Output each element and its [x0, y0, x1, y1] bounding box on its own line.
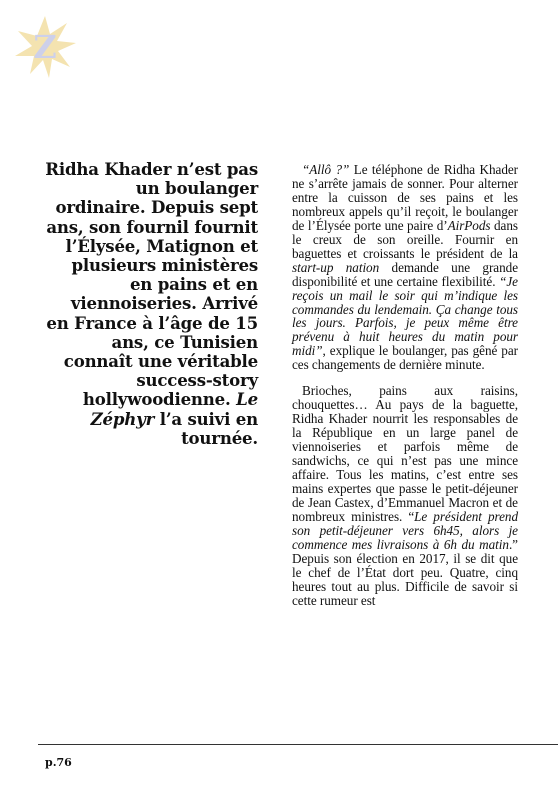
p2-text-1: Brioches, pains aux raisins, chouquettes… Au pays de la baguette, Ridha Khader nourrit les responsables de la République en un large panel de viennoiseries et parfois même de sandwichs, ce qui n’est pas une mince affaire. Tous les matins, c’est entre ses mains expertes que passe le petit-déjeuner de Jean Castex, d’Emmanuel Macron et de nombreux ministres. “	[292, 383, 518, 524]
quote-allo: “Allô ?”	[302, 162, 350, 177]
paragraph-2	[292, 384, 518, 607]
footer-rule	[38, 744, 558, 745]
article-body	[292, 163, 518, 608]
p1-text-3: demande une grande disponibilité et une certaine flexibilité.	[292, 259, 519, 289]
magazine-name: Le Zéphyr	[90, 389, 258, 429]
zephyr-star-logo-icon	[12, 14, 78, 80]
p1-text-1: Le téléphone de Ridha Khader ne s’arrête jamais de sonner. Pour alterner entre la cuisson de ses pains et les nombreux appels qu’il reçoit, le boulanger de l’Élysée porte une paire d’	[292, 162, 519, 233]
magazine-logo	[12, 14, 78, 80]
p1-emph-airpods: AirPods	[447, 217, 491, 233]
page-number: p.76	[45, 756, 72, 769]
p1-emph-startup: start-up nation	[292, 259, 380, 275]
paragraph-1	[292, 163, 518, 372]
svg-text:Z: Z	[33, 28, 57, 66]
p1-text-4: , explique le boulanger, pas gêné par ces changements de dernière minute.	[292, 343, 518, 373]
p2-quote: Le président prend son petit-déjeuner vers 6h45, alors je commence mes livraisons à 6h du matin	[292, 508, 518, 552]
p2-text-2: .” Depuis son élection en 2017, il se dit que le chef de l’État dort peu. Quatre, cinq heures tout au plus. Difficile de savoir si cette rumeur est	[292, 536, 518, 608]
article-lede	[44, 160, 258, 448]
lede-part2: l’a suivi en tournée.	[154, 408, 258, 448]
lede-text	[44, 160, 258, 448]
p1-text-2: dans le creux de son oreille. Fournir en baguettes et croissants le président de la	[292, 217, 518, 261]
p1-quote: “Je reçois un mail le soir qui m’indique les commandes du lendemain. Ça change tous les jours. Parfois, je peux même être prévenu à huit heures du matin pour midi”	[292, 273, 518, 359]
lede-part1: Ridha Khader n’est pas un boulanger ordinaire. Depuis sept ans, son fournil fournit l’Élysée, Matignon et plusieurs ministères en pains et en viennoiseries. Arrivé en France à l’âge de 15 ans, ce Tunisien connaît une véritable success-story hollywoodienne.	[45, 159, 258, 410]
